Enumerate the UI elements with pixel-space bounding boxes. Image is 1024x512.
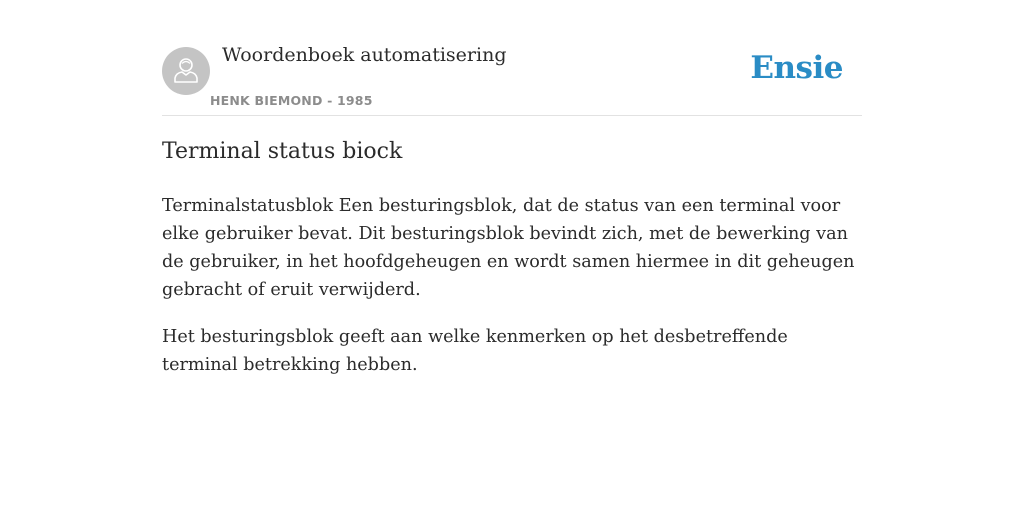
- definition-body: [162, 192, 862, 398]
- source-title[interactable]: Woordenboek automatisering: [222, 44, 507, 66]
- definition-paragraph: Terminalstatusblok Een besturingsblok, dat de status van een terminal voor elke gebruiker bevat. Dit besturingsblok bevindt zich, met de bewerking van de gebruiker, in het hoofdgeheugen en wordt samen hiermee in dit geheugen gebracht of eruit verwijderd.: [162, 196, 855, 300]
- user-silhouette-icon[interactable]: [162, 47, 210, 95]
- source-author-year: HENK BIEMOND - 1985: [210, 93, 373, 108]
- term-title: Terminal status biock: [162, 139, 403, 164]
- source-header: [162, 0, 862, 116]
- ensie-logo[interactable]: Ensie: [750, 50, 843, 86]
- definition-paragraph: Het besturingsblok geeft aan welke kenmerken op het desbetreffende terminal betrekking hebben.: [162, 327, 788, 375]
